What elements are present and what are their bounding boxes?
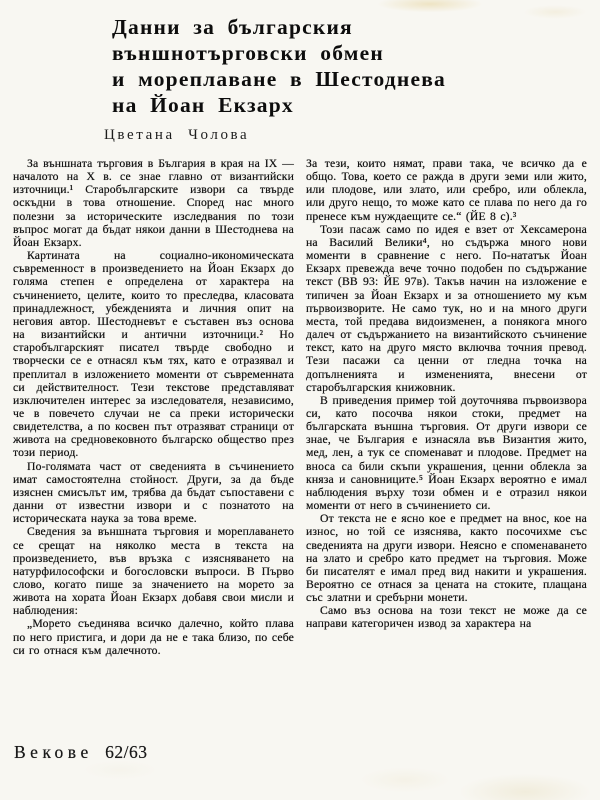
- title-line: външнотърговски обмен: [112, 41, 384, 65]
- paragraph: Този пасаж само по идея е взет от Хексамерона на Василий Велики⁴, но съдържа много нови моменти в сравнение с него. По-нататък Йоан Екзарх превежда вече точно подобен по съдържание текст (ВВ 93: ЙЕ 97в). Такъв начин на изложение е типичен за Йоан Екзарх и за отношението му към първоизворите. Не само тук, но и на много други места, той предава видоизменен, а понякога много далеч от съдържанието на византийското съчинение текст, като на друго място включва точния превод. Тези пасажи са ценни от гледна точка на допълненията и измененията, внесени от старобългарския книжовник.: [306, 222, 587, 394]
- paragraph: Картината на социално-икономическата съвременност в произведението на Йоан Екзарх до голяма степен е определена от характера на съчинението, целите, които то преследва, класовата принадлежност, убежденията и личния опит на неговия автор. Шестодневът е съставен въз основа на византийски и антични източници.² Но старобългарският писател твърде свободно и творчески се е отнасял към тях, като е отразявал и преплитал в изложението моменти от съвременната си действителност. Тези текстове представляват изключителен интерес за изследователя, независимо, че в повечето случаи не са преки исторически свидетелства, а по косвен път отразяват страници от живота на средновековното българско общество през този период.: [13, 249, 294, 460]
- right-column: [306, 157, 587, 657]
- title-line: на Йоан Екзарх: [112, 93, 294, 117]
- article-body: [0, 144, 600, 657]
- journal-issue: 62/63: [105, 742, 148, 762]
- title-line: Данни за българския: [112, 15, 353, 39]
- paragraph: Само въз основа на този текст не може да се направи категоричен извод за характера на: [306, 604, 587, 631]
- quote-paragraph: „Морето съединява всичко далечно, който плава по него пристига, и дори да не е така близо, по себе си го отнася към далечното.: [13, 617, 294, 657]
- paragraph: В приведения пример той доуточнява първоизвора си, като посочва някои стоки, предмет на българската външна търговия. От други извори се знае, че България е изнасяла във Византия жито, мед, лен, а тук се споменават и плодове. Предмет на вноса са били скъпи украшения, ценни облекла за княза и сановниците.⁵ Йоан Екзарх вероятно е имал наблюдения върху този обмен и е отразил някои моменти от него в съчинението си.: [306, 393, 587, 513]
- quote-continuation-paragraph: За тези, които нямат, прави така, че всичко да е общо. Това, което се ражда в други земи или жито, или плодове, или злато, или сребро, или облекла, или друго нещо, то може като се плава по него да го пренесе към нуждаещите се.“ (ЙЕ 8 с).³: [306, 157, 587, 223]
- journal-name: Векове: [14, 742, 93, 762]
- article-header: [0, 0, 600, 144]
- article-author: Цветана Чолова: [104, 127, 250, 143]
- paragraph: Сведения за външната търговия и мореплаването се срещат на няколко места в текста на произведението, във връзка с изясняването на натурфилософски и богословски въпроси. В Първо слово, когато пише за значението на морето за живота на хората Йоан Екзарх добавя свои мисли и наблюдения:: [13, 525, 294, 618]
- title-line: и мореплаване в Шестоднева: [112, 67, 446, 91]
- paragraph: От текста не е ясно кое е предмет на внос, кое на износ, но той се изяснява, както посочихме със сведенията на други извори. Неясно е споменаването на злато и сребро като предмет на търговия. Може би писателят е имал пред вид накити и украшения. Вероятно се отнася за цената на стоките, плащана със златни и сребърни монети.: [306, 512, 587, 605]
- article-title: [112, 14, 580, 118]
- paragraph: За външната търговия в България в края на IX — началото на X в. се знае главно от византийски източници.¹ Старобългарските извори са твърде оскъдни в това отношение. Според нас много полезни за историческите изследвания по този въпрос могат да бъдат някои данни в Шестоднева на Йоан Екзарх.: [13, 157, 294, 249]
- journal-footer: [14, 742, 147, 763]
- left-column: [13, 157, 294, 657]
- paragraph: По-голямата част от сведенията в съчинението имат самостоятелна стойност. Други, за да бъде изяснен смисълът им, трябва да бъдат съпоставени с данни от известни извори и с познатото на историческата наука за това време.: [13, 459, 294, 526]
